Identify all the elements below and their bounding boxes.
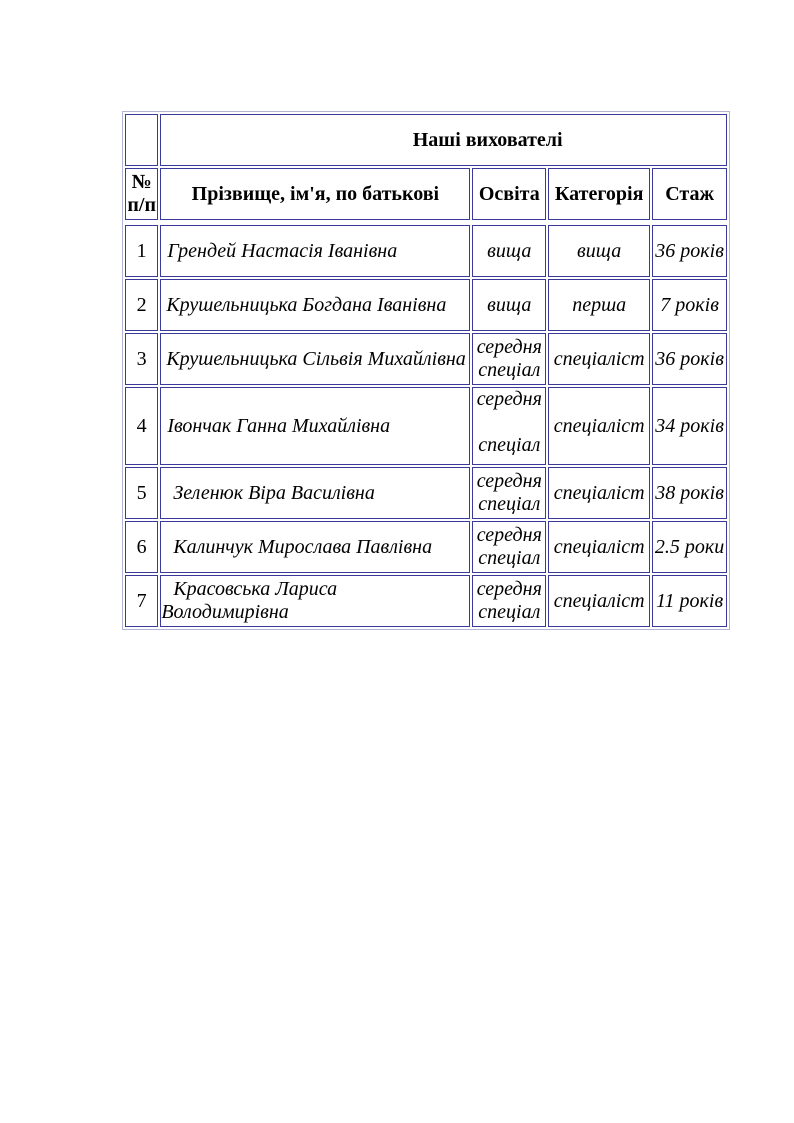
cell-name: Крушельницька Богдана Іванівна — [160, 279, 470, 331]
cell-education: середня спеціал — [472, 521, 546, 573]
cell-experience: 7 років — [652, 279, 727, 331]
cell-experience: 34 років — [652, 387, 727, 465]
cell-experience: 36 років — [652, 225, 727, 277]
spacer-row — [125, 222, 727, 223]
cell-num: 6 — [125, 521, 158, 573]
table-title — [160, 114, 727, 166]
header-category: Категорія — [548, 168, 650, 220]
header-name: Прізвище, ім'я, по батькові — [160, 168, 470, 220]
table-title-text: Наші вихователі — [412, 128, 563, 151]
cell-education: середня спеціал — [472, 467, 546, 519]
cell-category: спеціаліст — [548, 575, 650, 627]
cell-num: 7 — [125, 575, 158, 627]
title-blank-cell — [125, 114, 158, 166]
cell-num: 1 — [125, 225, 158, 277]
table-row — [125, 333, 727, 385]
cell-category: спеціаліст — [548, 333, 650, 385]
cell-experience: 2.5 роки — [652, 521, 727, 573]
cell-education: середня спеціал — [472, 575, 546, 627]
header-education: Освіта — [472, 168, 546, 220]
cell-education: вища — [472, 225, 546, 277]
spacer-cell — [125, 222, 727, 223]
cell-category: спеціаліст — [548, 521, 650, 573]
cell-education — [472, 387, 546, 465]
cell-category: перша — [548, 279, 650, 331]
cell-num: 5 — [125, 467, 158, 519]
table-row — [125, 279, 727, 331]
cell-name: Грендей Настасія Іванівна — [160, 225, 470, 277]
table-row — [125, 575, 727, 627]
cell-num: 4 — [125, 387, 158, 465]
educators-table — [122, 111, 730, 630]
cell-education: вища — [472, 279, 546, 331]
header-experience: Стаж — [652, 168, 727, 220]
cell-experience: 11 років — [652, 575, 727, 627]
header-num: № п/п — [125, 168, 158, 220]
cell-name: Крушельницька Сільвія Михайлівна — [160, 333, 470, 385]
cell-category: спеціаліст — [548, 387, 650, 465]
cell-name: Калинчук Мирослава Павлівна — [160, 521, 470, 573]
title-row — [125, 114, 727, 166]
cell-experience: 36 років — [652, 333, 727, 385]
table-row — [125, 521, 727, 573]
table-row — [125, 225, 727, 277]
cell-education-line1: середня — [476, 388, 542, 410]
cell-category: вища — [548, 225, 650, 277]
table-row — [125, 467, 727, 519]
table-row — [125, 387, 727, 465]
cell-experience: 38 років — [652, 467, 727, 519]
header-row — [125, 168, 727, 220]
cell-education-line2: спеціал — [478, 434, 541, 456]
cell-name: Івончак Ганна Михайлівна — [160, 387, 470, 465]
cell-name: Красовська Лариса Володимирівна — [160, 575, 470, 627]
cell-name: Зеленюк Віра Василівна — [160, 467, 470, 519]
cell-num: 2 — [125, 279, 158, 331]
cell-category: спеціаліст — [548, 467, 650, 519]
cell-education: середня спеціал — [472, 333, 546, 385]
cell-num: 3 — [125, 333, 158, 385]
